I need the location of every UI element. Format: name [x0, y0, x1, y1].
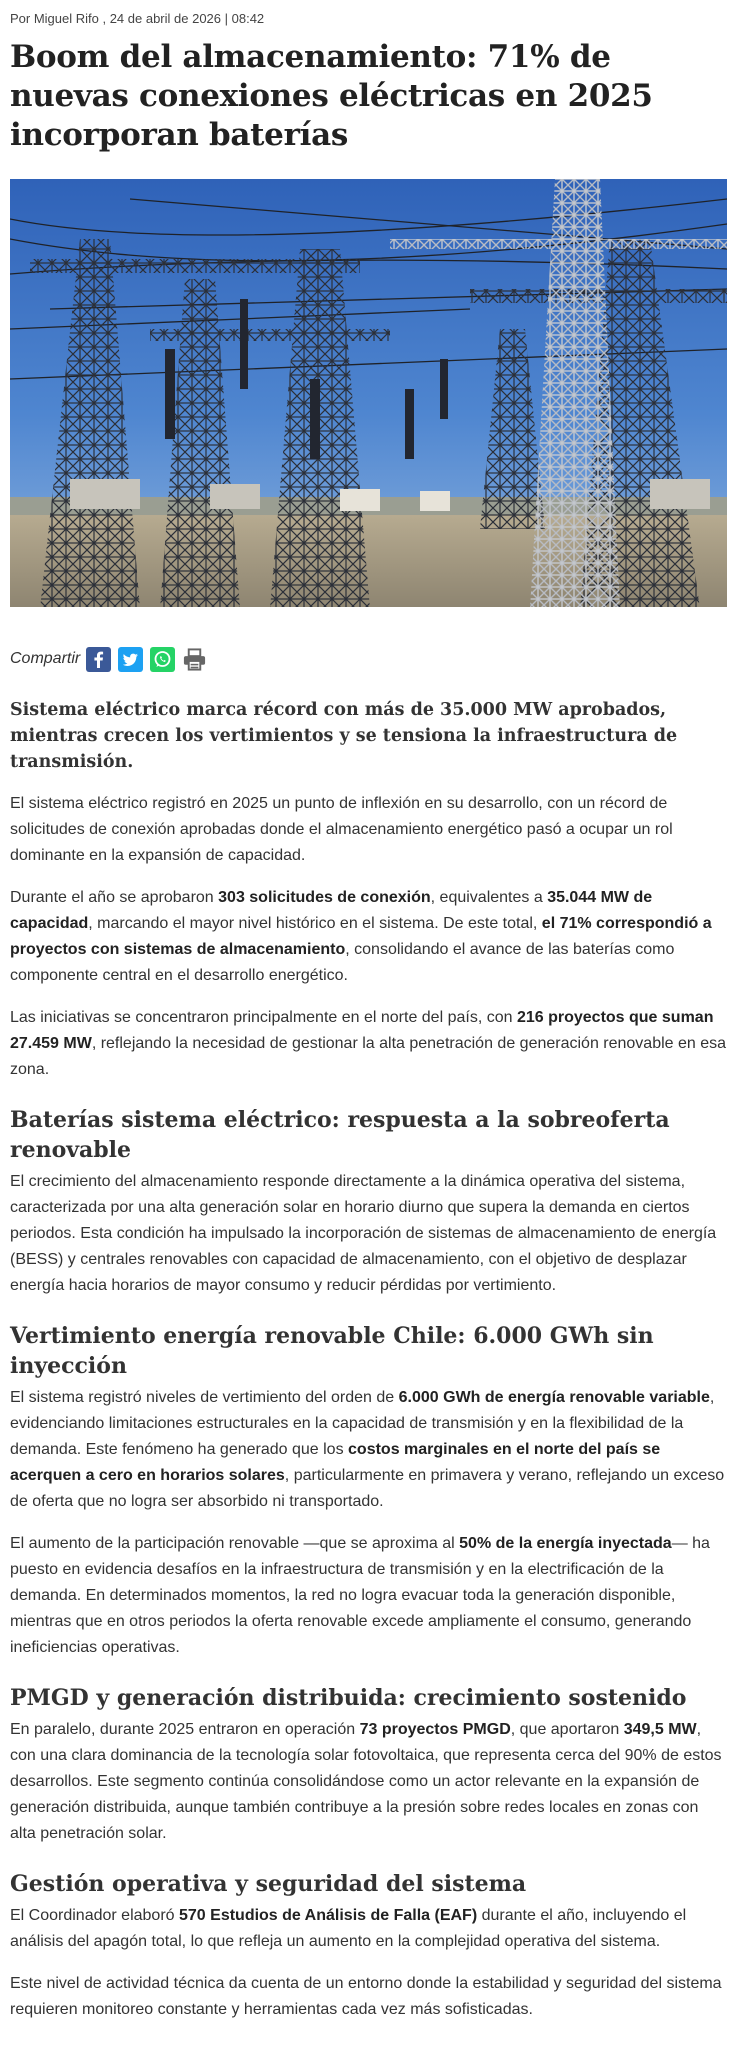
text-run: El aumento de la participación renovable —que se aproxima al: [10, 1535, 460, 1552]
article-paragraph: El sistema eléctrico registró en 2025 un punto de inflexión en su desarrollo, con un récord de solicitudes de conexión aprobadas donde el almacenamiento energético pasó a ocupar un rol dominante en la expansión de capacidad.: [10, 795, 673, 864]
section-heading: Vertimiento energía renovable Chile: 6.000 GWh sin inyección: [10, 1323, 654, 1379]
text-run: Durante el año se aprobaron: [10, 889, 219, 906]
text-run: , con una clara dominancia de la tecnología solar fotovoltaica, que representa cerca del 90% de estos desarrollos. Este segmento continúa consolidándose como un actor relevante en la expansión de generación distribuida, aunque también contribuye a la presión sobre redes locales en zonas con alta penetración solar.: [10, 1721, 722, 1842]
bold-text: el 71% correspondió a proyectos con sistemas de almacenamiento: [10, 915, 712, 958]
text-run: En paralelo, durante 2025 entraron en operación: [10, 1721, 360, 1738]
bold-text: 216 proyectos que suman 27.459 MW: [10, 1009, 714, 1052]
article-lead: Sistema eléctrico marca récord con más de 35.000 MW aprobados, mientras crecen los vertimientos y se tensiona la infraestructura de transmisión.: [10, 700, 678, 772]
article-title: Boom del almacenamiento: 71% de nuevas conexiones eléctricas en 2025 incorporan baterías: [10, 39, 653, 153]
twitter-icon: [118, 647, 143, 672]
text-run: , marcando el mayor nivel histórico en el sistema. De este total,: [88, 915, 542, 932]
article-byline: Por Miguel Rifo , 24 de abril de 2026 | 08:42: [10, 11, 265, 26]
article-paragraph: [10, 1903, 727, 1955]
text-run: — ha puesto en evidencia desafíos en la infraestructura de transmisión y en la electrificación de la demanda. En determinados momentos, la red no logra evacuar toda la generación disponible, mientras que en otros periodos la oferta renovable excede ampliamente el consumo, generando ineficiencias operativas.: [10, 1535, 710, 1656]
article-paragraph: [10, 1717, 727, 1847]
article-paragraph: [10, 1005, 727, 1083]
bold-text: 73 proyectos PMGD: [359, 1721, 511, 1738]
section-heading: Gestión operativa y seguridad del sistema: [10, 1871, 527, 1897]
facebook-icon: [86, 647, 111, 672]
text-run: El sistema registró niveles de vertimiento del orden de: [10, 1389, 399, 1406]
bold-text: costos marginales en el norte del país se acerquen a cero en horarios solares: [10, 1441, 661, 1484]
bold-text: 50% de la energía inyectada: [459, 1535, 672, 1552]
text-run: El Coordinador elaboró: [10, 1907, 179, 1924]
whatsapp-share-button[interactable]: [150, 647, 175, 672]
article-paragraph: El crecimiento del almacenamiento responde directamente a la dinámica operativa del sistema, caracterizada por una alta generación solar en horario diurno que supera la demanda en ciertos periodos. Esta condición ha impulsado la incorporación de sistemas de almacenamiento de energía (BESS) y centrales renovables con capacidad de almacenamiento, con el objetivo de desplazar energía hacia horarios de mayor consumo y reducir pérdidas por vertimiento.: [10, 1173, 717, 1294]
whatsapp-icon: [150, 647, 175, 672]
article-paragraph: Este nivel de actividad técnica da cuenta de un entorno donde la estabilidad y seguridad del sistema requieren monitoreo constante y herramientas cada vez más sofisticadas.: [10, 1975, 722, 2018]
text-run: , consolidando el avance de las baterías como componente central en el desarrollo energético.: [10, 941, 675, 984]
article-paragraph: [10, 1531, 727, 1661]
bold-text: 570 Estudios de Análisis de Falla (EAF): [179, 1907, 478, 1924]
bold-text: 35.044 MW de capacidad: [10, 889, 653, 932]
text-run: , que aportaron: [510, 1721, 624, 1738]
text-run: , particularmente en primavera y verano, reflejando un exceso de oferta que no logra ser absorbido ni transportado.: [10, 1467, 725, 1510]
print-button[interactable]: [182, 647, 207, 672]
bold-text: 303 solicitudes de conexión: [218, 889, 431, 906]
facebook-share-button[interactable]: [86, 647, 111, 672]
printer-icon: [182, 647, 207, 672]
share-bar: [10, 643, 727, 675]
bold-text: 6.000 GWh de energía renovable variable: [398, 1389, 710, 1406]
bold-text: 349,5 MW: [623, 1721, 697, 1738]
article-paragraph: [10, 885, 727, 989]
hero-image-substation: [10, 179, 727, 607]
twitter-share-button[interactable]: [118, 647, 143, 672]
text-run: , reflejando la necesidad de gestionar la alta penetración de generación renovable en esa zona.: [10, 1035, 727, 1078]
share-label: Compartir: [10, 650, 81, 667]
text-run: durante el año, incluyendo el análisis del apagón total, lo que refleja un aumento en la complejidad operativa del sistema.: [10, 1907, 687, 1950]
text-run: , equivalentes a: [430, 889, 548, 906]
text-run: , evidenciando limitaciones estructurales en la capacidad de transmisión y en la flexibilidad de la demanda. Este fenómeno ha generado que los: [10, 1389, 715, 1458]
article-paragraph: [10, 1385, 727, 1515]
section-heading: PMGD y generación distribuida: crecimiento sostenido: [10, 1685, 687, 1711]
text-run: Las iniciativas se concentraron principalmente en el norte del país, con: [10, 1009, 517, 1026]
section-heading: Baterías sistema eléctrico: respuesta a la sobreoferta renovable: [10, 1107, 670, 1163]
